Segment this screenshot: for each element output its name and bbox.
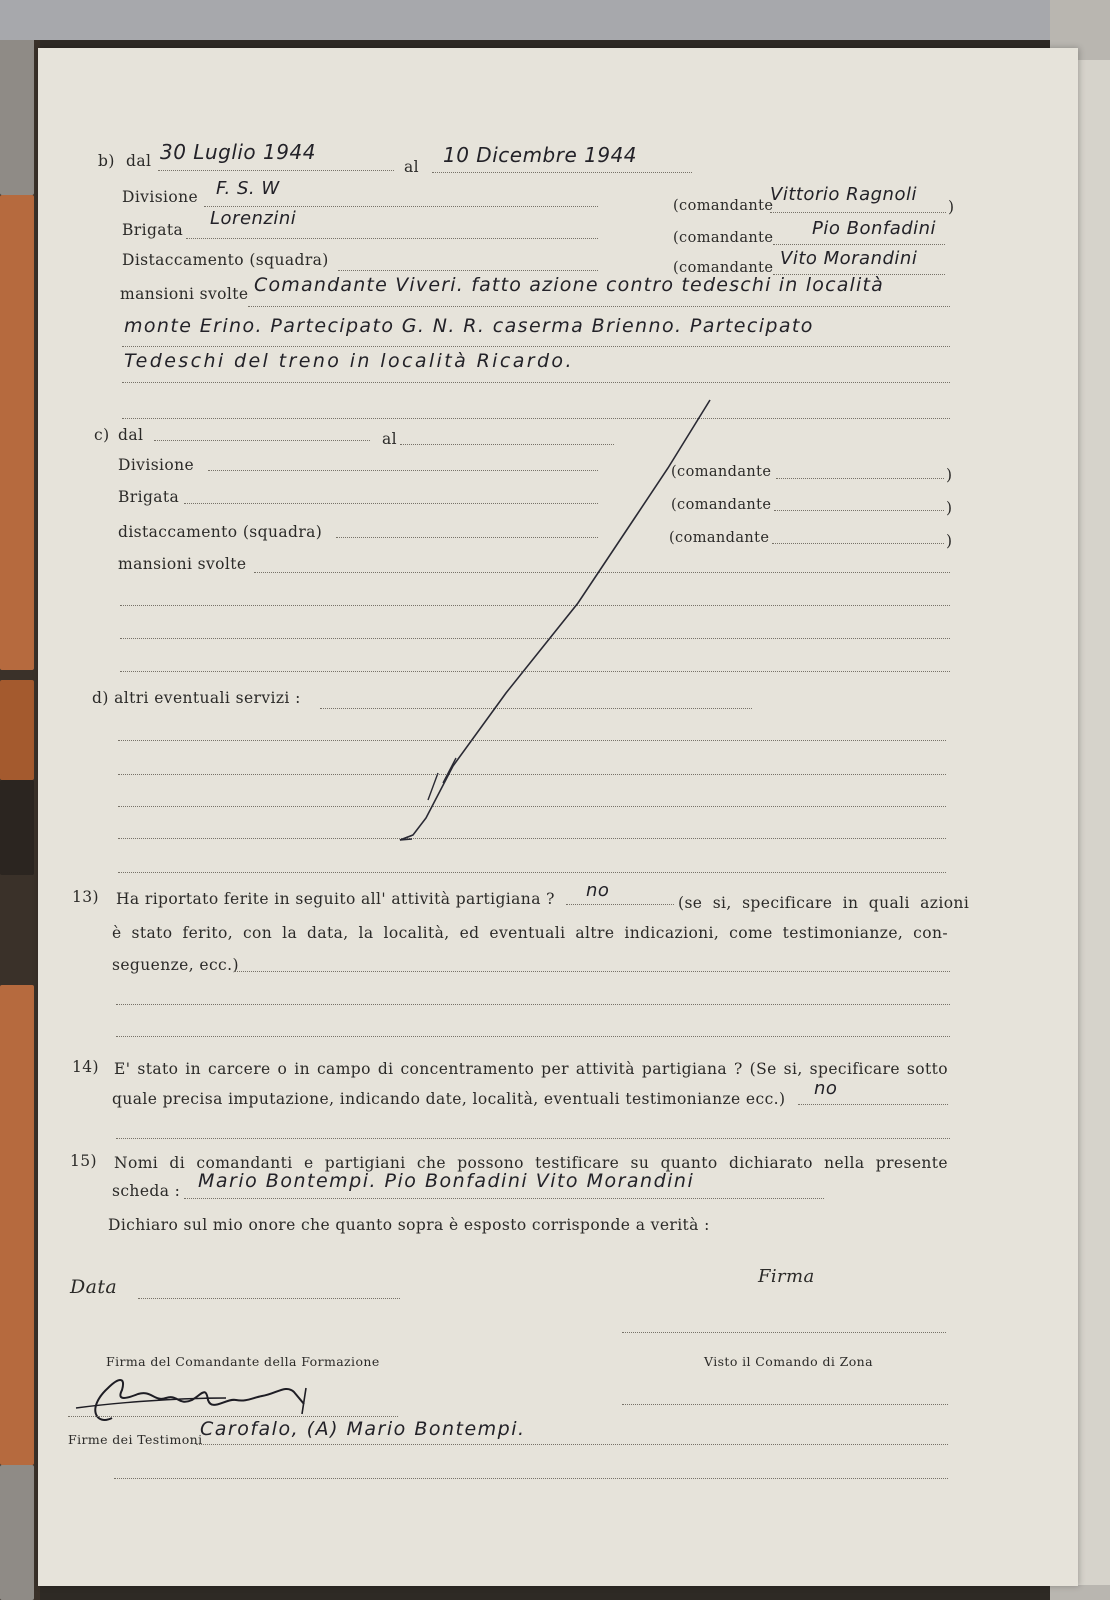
section-c-comandante-label-2: (comandante [671, 497, 772, 513]
section-c-comandante-line-1 [776, 478, 944, 479]
section-b-mansioni-label: mansioni svolte [120, 285, 249, 303]
section-b-mansioni-line-2: monte Erino. Partecipato G. N. R. caserma Brienno. Partecipato [124, 315, 814, 337]
form-page [38, 48, 1078, 1586]
q14-line1: E' stato in carcere o in campo di concentramento per attività partigiana ? (Se si, specificare sotto [114, 1060, 948, 1078]
section-b-comandante-label-2: (comandante [673, 230, 774, 246]
firma-comandante-label: Firma del Comandante della Formazione [106, 1354, 380, 1369]
section-b-divisione-label: Divisione [122, 188, 199, 206]
q15-number: 15) [70, 1152, 97, 1170]
section-c-brigata-label: Brigata [118, 488, 180, 506]
section-d-line [118, 872, 946, 873]
cancel-stroke [338, 388, 718, 848]
section-c-divisione-label: Divisione [118, 456, 195, 474]
q13-answer-line [566, 904, 674, 905]
section-b-comandante-close-1: ) [948, 198, 955, 216]
section-c-close-1: ) [946, 466, 953, 484]
q13-line2: è stato ferito, con la data, la località, ed eventuali altre indicazioni, come testimonianze, con- [112, 924, 948, 942]
q13-line1-a: Ha riportato ferite in seguito all' attività partigiana ? [116, 890, 555, 908]
q14-answer: no [814, 1078, 838, 1099]
section-b-mansioni-line-1: Comandante Viveri. fatto azione contro tedeschi in località [254, 274, 885, 296]
q15-line [184, 1198, 824, 1199]
section-b-al-label: al [404, 158, 419, 176]
section-b-al-line [432, 172, 692, 173]
section-b-prefix: b) [98, 152, 115, 170]
section-b-mansioni-line-3: Tedeschi del treno in località Ricardo. [124, 350, 574, 372]
q15-line1: Nomi di comandanti e partigiani che possono testificare su quanto dichiarato nella presente [114, 1154, 948, 1172]
data-label: Data [70, 1276, 118, 1298]
testimoni-line [114, 1478, 948, 1479]
q13-line [234, 971, 950, 972]
binding-strip [0, 985, 34, 1465]
section-b-brigata-line [186, 238, 598, 239]
visto-line [622, 1404, 948, 1405]
section-c-prefix: c) [94, 426, 110, 444]
section-b-distaccamento-label: Distaccamento (squadra) [122, 251, 329, 269]
section-c-al-label: al [382, 430, 397, 448]
q14-line [116, 1138, 950, 1139]
testimoni-value: Carofalo, (A) Mario Bontempi. [200, 1418, 526, 1440]
section-c-distaccamento-label: distaccamento (squadra) [118, 523, 323, 541]
section-c-comandante-line-3 [772, 543, 944, 544]
q15-answer: Mario Bontempi. Pio Bonfadini Vito Morandini [198, 1170, 695, 1192]
section-b-distaccamento-line [338, 270, 598, 271]
visto-label: Visto il Comando di Zona [704, 1354, 873, 1369]
binding-strip [0, 1465, 34, 1600]
q13-number: 13) [72, 888, 99, 906]
q13-line [116, 1036, 950, 1037]
binding-strip [0, 30, 34, 195]
section-c-close-2: ) [946, 499, 953, 517]
section-b-comandante-line-2 [773, 244, 945, 245]
binding-strip [0, 195, 34, 670]
backdrop [0, 0, 1110, 40]
section-b-dal-line [158, 170, 394, 171]
section-b-mansioni-line [122, 346, 950, 347]
section-c-comandante-label-1: (comandante [671, 464, 772, 480]
section-b-divisione-line [204, 206, 598, 207]
section-c-comandante-line-2 [774, 510, 944, 511]
data-line [138, 1298, 400, 1299]
q14-answer-line [798, 1104, 948, 1105]
testimoni-line [196, 1444, 948, 1445]
section-b-dal-label: dal [126, 152, 152, 170]
section-b-comandante-value-3: Vito Morandini [780, 248, 918, 269]
section-b-al-value: 10 Dicembre 1944 [443, 143, 638, 167]
firma-line [622, 1332, 946, 1333]
section-b-comandante-label-3: (comandante [673, 260, 774, 276]
firma-label: Firma [758, 1266, 815, 1287]
q13-line1-b: (se si, specificare in quali azioni [678, 894, 970, 912]
section-c-comandante-label-3: (comandante [669, 530, 770, 546]
section-b-divisione-value: F. S. W [216, 178, 280, 199]
section-d-label: d) altri eventuali servizi : [92, 689, 301, 707]
section-b-comandante-value-2: Pio Bonfadini [812, 218, 937, 239]
q15-line2: scheda : [112, 1182, 181, 1200]
section-c-close-3: ) [946, 532, 953, 550]
section-b-brigata-value: Lorenzini [210, 208, 297, 229]
binding-strip [0, 680, 34, 780]
section-c-dal-label: dal [118, 426, 144, 444]
section-c-mansioni-label: mansioni svolte [118, 555, 247, 573]
binding-edge [0, 0, 40, 1600]
firme-testimoni-label: Firme dei Testimoni [68, 1432, 203, 1447]
q14-line2: quale precisa imputazione, indicando date, località, eventuali testimonianze ecc.) [112, 1090, 786, 1108]
section-b-comandante-value-1: Vittorio Ragnoli [770, 184, 917, 205]
section-b-dal-value: 30 Luglio 1944 [160, 140, 316, 164]
section-b-brigata-label: Brigata [122, 221, 184, 239]
section-b-comandante-line-1 [770, 212, 946, 213]
q14-number: 14) [72, 1058, 99, 1076]
section-b-mansioni-line [122, 382, 950, 383]
section-b-comandante-label-1: (comandante [673, 198, 774, 214]
q13-line3: seguenze, ecc.) [112, 956, 239, 974]
q13-line [116, 1004, 950, 1005]
firma-comandante-line [68, 1416, 398, 1417]
section-b-mansioni-line [248, 306, 950, 307]
q13-answer: no [586, 880, 610, 901]
binding-strip [0, 780, 34, 875]
declaration: Dichiaro sul mio onore che quanto sopra è esposto corrisponde a verità : [108, 1216, 710, 1234]
